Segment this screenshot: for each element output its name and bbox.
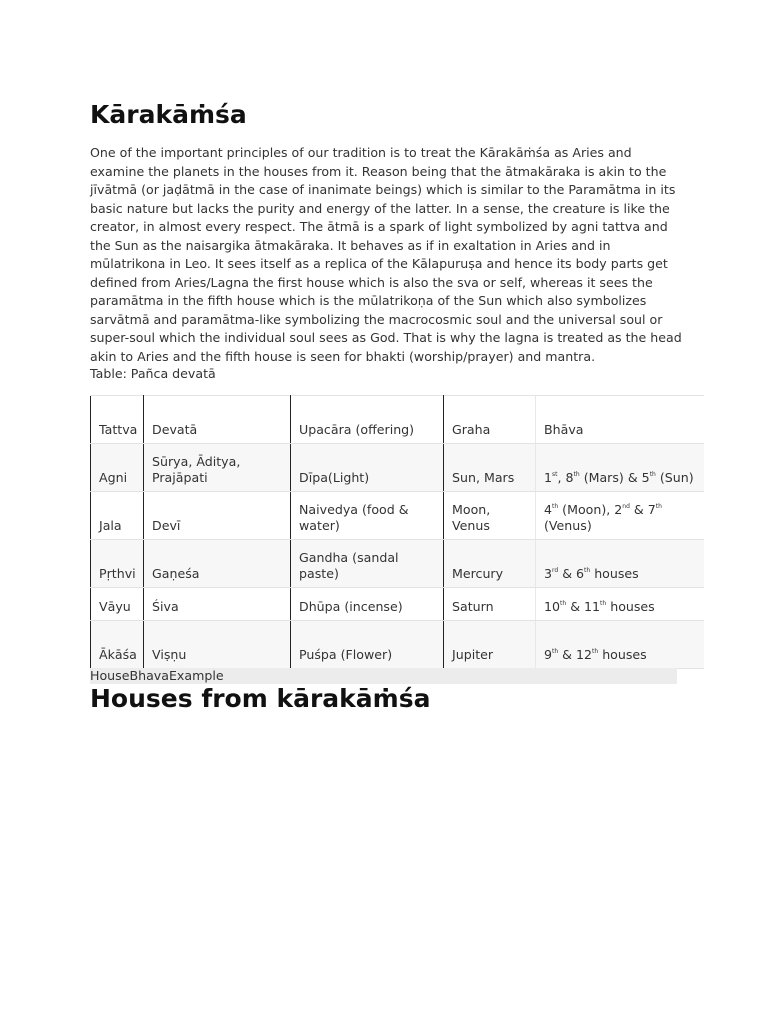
- cell-graha: Jupiter: [444, 621, 536, 669]
- ordinal-suffix: rd: [552, 567, 559, 574]
- cell-upacara: Dīpa(Light): [291, 444, 444, 492]
- cell-upacara: Puśpa (Flower): [291, 621, 444, 669]
- cell-graha: Mercury: [444, 540, 536, 588]
- table-header-row: [91, 396, 704, 444]
- cell-bhava: [536, 492, 704, 540]
- bhava-text: (Venus): [544, 518, 592, 533]
- cell-bhava: [536, 444, 704, 492]
- example-label-bar: HouseBhavaExample: [90, 668, 677, 684]
- cell-upacara: Gandha (sandal paste): [291, 540, 444, 588]
- cell-devata: Devī: [144, 492, 291, 540]
- cell-graha: Saturn: [444, 588, 536, 621]
- table-row: [91, 492, 704, 540]
- table-row: [91, 588, 704, 621]
- bhava-number: 3: [544, 566, 553, 581]
- header-graha: Graha: [444, 396, 536, 444]
- bhava-text: (Mars) & 5: [579, 470, 650, 485]
- table-row: [91, 444, 704, 492]
- cell-devata: Viṣṇu: [144, 621, 291, 669]
- body-paragraph: One of the important principles of our tradition is to treat the Kārakāṁśa as Aries and examine the planets in the houses from it. Reason being that the ātmakāraka is akin to the jīvātmā (or jaḍātmā in the case of inanimate beings) which is similar to the Paramātma in its basic nature but lacks the purity and energy of the latter. In a sense, the creature is like the creator, in almost every respect. The ātmā is a spark of light symbolized by agni tattva and the Sun as the naisargika ātmakāraka. It behaves as if in exaltation in Aries and in mūlatrikona in Leo. It sees itself as a replica of the Kālapuruṣa and hence its body parts get defined from Aries/Lagna the first house which is also the sva or self, whereas it sees the paramātma in the fifth house which is the mūlatrikoṇa of the Sun which also symbolizes sarvātmā and paramātma-like symbolizing the macrocosmic soul and the universal soul or super-soul which the individual soul sees as God. That is why the lagna is treated as the head akin to Aries and the fifth house is seen for bhakti (worship/prayer) and mantra.: [90, 145, 682, 364]
- ordinal-suffix: th: [655, 503, 662, 510]
- cell-graha: Moon, Venus: [444, 492, 536, 540]
- bhava-text: houses: [590, 566, 639, 581]
- cell-graha: Sun, Mars: [444, 444, 536, 492]
- cell-bhava: [536, 621, 704, 669]
- bhava-text: houses: [606, 599, 655, 614]
- bhava-text: , 8: [557, 470, 574, 485]
- header-bhava: Bhāva: [536, 396, 704, 444]
- ordinal-suffix: th: [649, 471, 656, 478]
- cell-tattva: Ākāśa: [91, 621, 144, 669]
- panca-devata-table: [90, 395, 704, 669]
- bhava-text: houses: [598, 647, 647, 662]
- cell-tattva: Agni: [91, 444, 144, 492]
- bhava-text: (Moon), 2: [558, 502, 623, 517]
- cell-tattva: Jala: [91, 492, 144, 540]
- ordinal-suffix: th: [584, 567, 591, 574]
- cell-devata: Gaṇeśa: [144, 540, 291, 588]
- cell-bhava: [536, 540, 704, 588]
- cell-tattva: Vāyu: [91, 588, 144, 621]
- bhava-text: & 11: [566, 599, 601, 614]
- bhava-number: 9: [544, 647, 553, 662]
- cell-upacara: Dhūpa (incense): [291, 588, 444, 621]
- ordinal-suffix: nd: [622, 503, 630, 510]
- section-heading: Houses from kārakāṁśa: [90, 684, 431, 713]
- bhava-text: & 7: [629, 502, 656, 517]
- ordinal-suffix: th: [560, 600, 567, 607]
- ordinal-suffix: th: [573, 471, 580, 478]
- page-title: Kārakāṁśa: [90, 100, 247, 129]
- cell-devata: Śiva: [144, 588, 291, 621]
- header-upacara: Upacāra (offering): [291, 396, 444, 444]
- table-row: [91, 621, 704, 669]
- ordinal-suffix: th: [552, 503, 559, 510]
- bhava-number: 4: [544, 502, 553, 517]
- bhava-text: & 6: [558, 566, 585, 581]
- bhava-number: 1: [544, 470, 553, 485]
- table-row: [91, 540, 704, 588]
- cell-tattva: Pṛthvi: [91, 540, 144, 588]
- header-devata: Devatā: [144, 396, 291, 444]
- ordinal-suffix: th: [552, 648, 559, 655]
- cell-bhava: [536, 588, 704, 621]
- cell-upacara: Naivedya (food & water): [291, 492, 444, 540]
- bhava-text: (Sun): [655, 470, 694, 485]
- cell-devata: Sūrya, Āditya, Prajāpati: [144, 444, 291, 492]
- ordinal-suffix: st: [552, 471, 558, 478]
- table-caption: Table: Pañca devatā: [90, 366, 216, 381]
- bhava-text: & 12: [558, 647, 593, 662]
- ordinal-suffix: th: [592, 648, 599, 655]
- header-tattva: Tattva: [91, 396, 144, 444]
- ordinal-suffix: th: [600, 600, 607, 607]
- bhava-number: 10: [544, 599, 561, 614]
